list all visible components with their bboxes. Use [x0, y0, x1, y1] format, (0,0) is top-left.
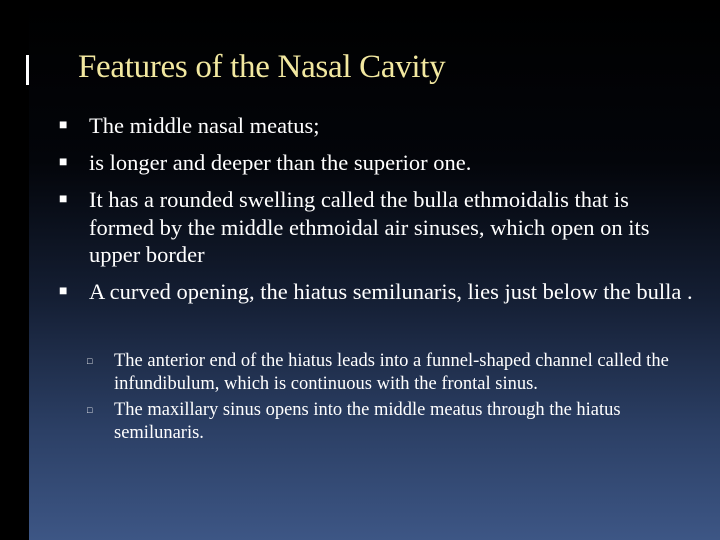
- bullet-item: [58, 278, 698, 306]
- sub-bullet-text: The anterior end of the hiatus leads into a funnel-shaped channel called the infundibulum, which is continuous with the frontal sinus.: [114, 351, 669, 394]
- accent-bar-black: [18, 55, 26, 85]
- bullet-text: A curved opening, the hiatus semilunaris, lies just below the bulla .: [89, 279, 693, 304]
- sub-bullet-list: [82, 350, 682, 448]
- bullet-list: [58, 112, 698, 306]
- sub-bullet-item: [82, 399, 682, 445]
- bullet-item: [58, 112, 698, 140]
- hollow-square-bullet-icon: □: [87, 356, 93, 366]
- hollow-square-bullet-icon: □: [87, 405, 93, 415]
- bullet-text: The middle nasal meatus;: [89, 113, 320, 138]
- sub-bullet-item: [82, 350, 682, 396]
- bullet-item: [58, 149, 698, 177]
- sub-bullet-text: The maxillary sinus opens into the middle meatus through the hiatus semilunaris.: [114, 400, 621, 443]
- bullet-text: is longer and deeper than the superior one.: [89, 150, 472, 175]
- square-bullet-icon: ■: [59, 155, 68, 170]
- bullet-item: [58, 186, 698, 269]
- square-bullet-icon: ■: [59, 192, 68, 207]
- slide-title: Features of the Nasal Cavity: [78, 49, 446, 85]
- bullet-text: It has a rounded swelling called the bulla ethmoidalis that is formed by the middle ethmoidal air sinuses, which open on its upper border: [89, 187, 650, 267]
- square-bullet-icon: ■: [59, 118, 68, 133]
- square-bullet-icon: ■: [59, 284, 68, 299]
